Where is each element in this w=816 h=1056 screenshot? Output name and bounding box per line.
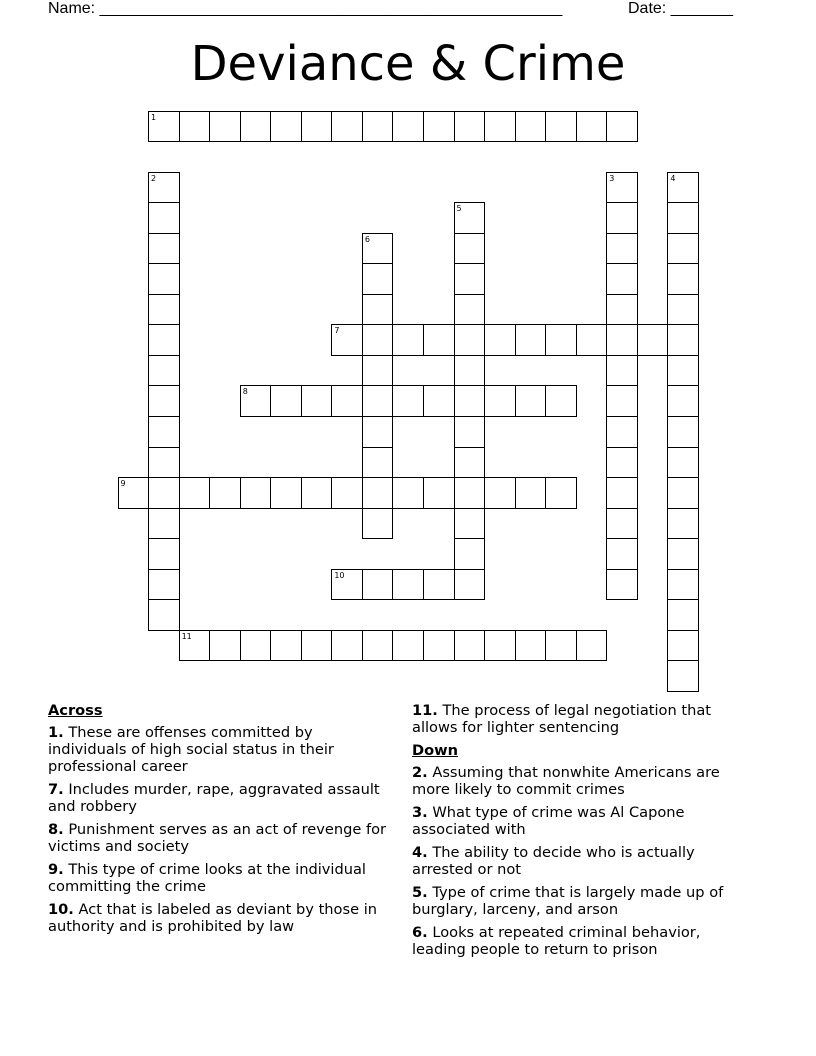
grid-cell[interactable] — [148, 477, 180, 509]
clue-down-2: 2. Assuming that nonwhite Americans are more likely to commit crimes — [412, 764, 720, 798]
grid-cell[interactable] — [331, 630, 363, 662]
grid-cell[interactable] — [331, 569, 363, 601]
grid-cell[interactable] — [606, 538, 638, 570]
grid-cell[interactable] — [179, 477, 211, 509]
clue-number: 3 — [609, 173, 615, 183]
grid-cell[interactable] — [331, 385, 363, 417]
clue-number: 4 — [670, 173, 676, 183]
clues-right-column — [412, 702, 757, 964]
grid-cell[interactable] — [148, 447, 180, 479]
grid-cell[interactable] — [301, 385, 333, 417]
grid-cell[interactable] — [423, 111, 455, 143]
grid-cell[interactable] — [484, 111, 516, 143]
clue-across-1: 1. These are offenses committed by individuals of high social status in their professional career — [48, 724, 334, 775]
grid-cell[interactable] — [148, 202, 180, 234]
clue-number: 10 — [334, 570, 345, 580]
grid-cell[interactable] — [362, 477, 394, 509]
clue-across-10: 10. Act that is labeled as deviant by those in authority and is prohibited by law — [48, 901, 377, 935]
grid-cell[interactable] — [148, 569, 180, 601]
grid-cell[interactable] — [515, 630, 547, 662]
grid-cell[interactable] — [606, 111, 638, 143]
grid-cell[interactable] — [606, 569, 638, 601]
grid-cell[interactable] — [545, 385, 577, 417]
grid-cell[interactable] — [331, 477, 363, 509]
grid-cell[interactable] — [454, 416, 486, 448]
grid-cell[interactable] — [484, 477, 516, 509]
grid-cell[interactable] — [148, 599, 180, 631]
clue-number: 5 — [456, 204, 462, 214]
clue-down-6: 6. Looks at repeated criminal behavior, leading people to return to prison — [412, 924, 701, 958]
grid-cell[interactable] — [362, 508, 394, 540]
grid-cell[interactable] — [148, 385, 180, 417]
clue-number: 1 — [151, 112, 157, 122]
grid-cell[interactable] — [667, 477, 699, 509]
across-heading: Across — [48, 702, 103, 719]
grid-cell[interactable] — [667, 508, 699, 540]
grid-cell[interactable] — [667, 355, 699, 387]
grid-cell[interactable] — [209, 630, 241, 662]
grid-cell[interactable] — [118, 477, 150, 509]
grid-cell[interactable] — [148, 416, 180, 448]
grid-cell[interactable] — [606, 508, 638, 540]
grid-cell[interactable] — [667, 630, 699, 662]
grid-cell[interactable] — [392, 324, 424, 356]
clue-number: 8 — [242, 387, 248, 397]
clue-across-9: 9. This type of crime looks at the individual committing the crime — [48, 861, 366, 895]
grid-cell[interactable] — [392, 569, 424, 601]
grid-cell[interactable] — [667, 385, 699, 417]
grid-cell[interactable] — [392, 385, 424, 417]
grid-cell[interactable] — [606, 477, 638, 509]
grid-cell[interactable] — [148, 111, 180, 143]
grid-cell[interactable] — [209, 477, 241, 509]
grid-cell[interactable] — [454, 111, 486, 143]
grid-cell[interactable] — [179, 111, 211, 143]
grid-cell[interactable] — [454, 630, 486, 662]
clue-across-11: 11. The process of legal negotiation that allows for lighter sentencing — [412, 702, 712, 736]
grid-cell[interactable] — [240, 477, 272, 509]
clue-number: 6 — [364, 234, 370, 244]
clue-number: 2 — [151, 173, 157, 183]
grid-cell[interactable] — [637, 324, 669, 356]
clue-down-5: 5. Type of crime that is largely made up of burglary, larceny, and arson — [412, 884, 724, 918]
grid-cell[interactable] — [270, 111, 302, 143]
grid-cell[interactable] — [331, 111, 363, 143]
grid-cell[interactable] — [454, 324, 486, 356]
grid-cell[interactable] — [576, 324, 608, 356]
grid-cell[interactable] — [576, 630, 608, 662]
grid-cell[interactable] — [454, 263, 486, 295]
grid-cell[interactable] — [423, 630, 455, 662]
grid-cell[interactable] — [148, 294, 180, 326]
grid-cell[interactable] — [362, 294, 394, 326]
grid-cell[interactable] — [392, 630, 424, 662]
clue-number: 9 — [120, 479, 126, 489]
grid-cell[interactable] — [270, 477, 302, 509]
clue-down-4: 4. The ability to decide who is actually arrested or not — [412, 844, 695, 878]
grid-cell[interactable] — [667, 599, 699, 631]
grid-cell[interactable] — [515, 385, 547, 417]
grid-cell[interactable] — [362, 385, 394, 417]
grid-cell[interactable] — [667, 447, 699, 479]
grid-cell[interactable] — [606, 324, 638, 356]
grid-cell[interactable] — [362, 416, 394, 448]
grid-cell[interactable] — [545, 324, 577, 356]
grid-cell[interactable] — [606, 294, 638, 326]
grid-cell[interactable] — [270, 385, 302, 417]
grid-cell[interactable] — [667, 202, 699, 234]
grid-cell[interactable] — [362, 233, 394, 265]
grid-cell[interactable] — [454, 569, 486, 601]
clue-down-3: 3. What type of crime was Al Capone associated with — [412, 804, 685, 838]
grid-cell[interactable] — [179, 630, 211, 662]
grid-cell[interactable] — [301, 477, 333, 509]
grid-cell[interactable] — [148, 172, 180, 204]
grid-cell[interactable] — [362, 630, 394, 662]
grid-cell[interactable] — [515, 477, 547, 509]
grid-cell[interactable] — [454, 294, 486, 326]
grid-cell[interactable] — [454, 385, 486, 417]
clue-across-8: 8. Punishment serves as an act of revenge for victims and society — [48, 821, 387, 855]
grid-cell[interactable] — [515, 324, 547, 356]
grid-cell[interactable] — [454, 447, 486, 479]
grid-cell[interactable] — [454, 233, 486, 265]
grid-cell[interactable] — [148, 538, 180, 570]
grid-cell[interactable] — [454, 202, 486, 234]
grid-cell[interactable] — [545, 630, 577, 662]
grid-cell[interactable] — [392, 477, 424, 509]
grid-cell[interactable] — [423, 477, 455, 509]
grid-cell[interactable] — [667, 263, 699, 295]
grid-cell[interactable] — [362, 355, 394, 387]
grid-cell[interactable] — [545, 477, 577, 509]
clue-across-7: 7. Includes murder, rape, aggravated assault and robbery — [48, 781, 380, 815]
grid-cell[interactable] — [606, 263, 638, 295]
grid-cell[interactable] — [454, 538, 486, 570]
grid-cell[interactable] — [545, 111, 577, 143]
grid-cell[interactable] — [606, 385, 638, 417]
grid-cell[interactable] — [270, 630, 302, 662]
grid-cell[interactable] — [423, 569, 455, 601]
grid-cell[interactable] — [606, 202, 638, 234]
grid-cell[interactable] — [362, 263, 394, 295]
grid-cell[interactable] — [362, 569, 394, 601]
grid-cell[interactable] — [240, 111, 272, 143]
grid-cell[interactable] — [454, 355, 486, 387]
down-heading: Down — [412, 742, 459, 759]
grid-cell[interactable] — [362, 324, 394, 356]
date-line: Date: _______ — [628, 0, 733, 17]
grid-cell[interactable] — [423, 385, 455, 417]
grid-cell[interactable] — [667, 660, 699, 692]
grid-cell[interactable] — [240, 385, 272, 417]
clue-number: 11 — [181, 631, 192, 641]
grid-cell[interactable] — [148, 324, 180, 356]
name-line: Name: ____________________________________________________ — [48, 0, 563, 17]
grid-cell[interactable] — [667, 294, 699, 326]
grid-cell[interactable] — [301, 630, 333, 662]
grid-cell[interactable] — [667, 569, 699, 601]
grid-cell[interactable] — [484, 324, 516, 356]
grid-cell[interactable] — [484, 385, 516, 417]
page-title: Deviance & Crime — [190, 36, 626, 92]
grid-cell[interactable] — [606, 233, 638, 265]
grid-cell[interactable] — [301, 111, 333, 143]
grid-cell[interactable] — [240, 630, 272, 662]
grid-cell[interactable] — [209, 111, 241, 143]
grid-cell[interactable] — [423, 324, 455, 356]
grid-cell[interactable] — [667, 324, 699, 356]
grid-cell[interactable] — [362, 111, 394, 143]
grid-cell[interactable] — [148, 355, 180, 387]
grid-cell[interactable] — [606, 355, 638, 387]
grid-cell[interactable] — [515, 111, 547, 143]
grid-cell[interactable] — [667, 233, 699, 265]
grid-cell[interactable] — [484, 630, 516, 662]
grid-cell[interactable] — [454, 477, 486, 509]
grid-cell[interactable] — [606, 172, 638, 204]
grid-cell[interactable] — [667, 538, 699, 570]
grid-cell[interactable] — [606, 447, 638, 479]
grid-cell[interactable] — [454, 508, 486, 540]
grid-cell[interactable] — [667, 172, 699, 204]
grid-cell[interactable] — [362, 447, 394, 479]
grid-cell[interactable] — [667, 416, 699, 448]
clue-number: 7 — [334, 326, 340, 336]
grid-cell[interactable] — [148, 263, 180, 295]
clues-left-column — [48, 702, 393, 941]
grid-cell[interactable] — [576, 111, 608, 143]
grid-cell[interactable] — [148, 233, 180, 265]
grid-cell[interactable] — [606, 416, 638, 448]
grid-cell[interactable] — [392, 111, 424, 143]
grid-cell[interactable] — [331, 324, 363, 356]
grid-cell[interactable] — [148, 508, 180, 540]
